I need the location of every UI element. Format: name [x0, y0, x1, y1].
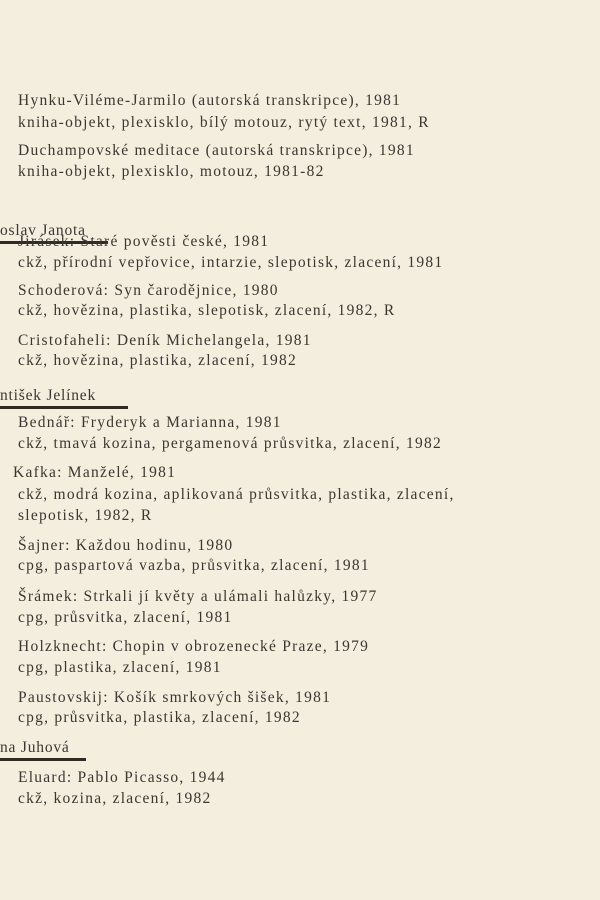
entry-details: ckž, hovězina, plastika, slepotisk, zlacení, 1982, R: [18, 302, 396, 319]
entry-title: Duchampovské meditace (autorská transkripce), 1981: [18, 142, 415, 159]
entry-title: Bednář: Fryderyk a Marianna, 1981: [18, 414, 282, 431]
entry-details: slepotisk, 1982, R: [18, 507, 153, 524]
entry-details: ckž, hovězina, plastika, zlacení, 1982: [18, 352, 298, 369]
entry-title: Eluard: Pablo Picasso, 1944: [18, 769, 226, 786]
entry-title: Holzknecht: Chopin v obrozenecké Praze, 1979: [18, 638, 370, 655]
entry-title: Schoderová: Syn čarodějnice, 1980: [18, 282, 279, 299]
entry-title: Paustovskij: Košík smrkových šišek, 1981: [18, 689, 332, 706]
entry-details: kniha-objekt, plexisklo, motouz, 1981-82: [18, 163, 325, 180]
author-heading: oslav Janota: [0, 222, 86, 239]
author-heading: na Juhová: [0, 739, 70, 756]
entry-title: Cristofaheli: Deník Michelangela, 1981: [18, 332, 312, 349]
heading-underline: [0, 758, 86, 761]
entry-details: cpg, paspartová vazba, průsvitka, zlacení, 1981: [18, 557, 370, 574]
entry-title: Jirásek: Staré pověsti české, 1981: [18, 233, 270, 250]
entry-details: ckž, modrá kozina, aplikovaná průsvitka, plastika, zlacení,: [18, 486, 455, 503]
entry-details: ckž, tmavá kozina, pergamenová průsvitka, zlacení, 1982: [18, 435, 442, 452]
heading-underline: [0, 406, 128, 409]
entry-title: Hynku-Viléme-Jarmilo (autorská transkripce), 1981: [18, 92, 402, 109]
entry-details: ckž, kozina, zlacení, 1982: [18, 790, 212, 807]
entry-details: cpg, průsvitka, zlacení, 1981: [18, 609, 233, 626]
entry-title: Kafka: Manželé, 1981: [13, 464, 177, 481]
entry-title: Šrámek: Strkali jí květy a ulámali halůzky, 1977: [18, 588, 378, 605]
entry-details: cpg, plastika, zlacení, 1981: [18, 659, 222, 676]
entry-details: cpg, průsvitka, plastika, zlacení, 1982: [18, 709, 301, 726]
author-heading: ntišek Jelínek: [0, 387, 97, 404]
entry-details: ckž, přírodní vepřovice, intarzie, slepotisk, zlacení, 1981: [18, 254, 444, 271]
entry-title: Šajner: Každou hodinu, 1980: [18, 537, 234, 554]
entry-details: kniha-objekt, plexisklo, bílý motouz, rytý text, 1981, R: [18, 114, 430, 131]
